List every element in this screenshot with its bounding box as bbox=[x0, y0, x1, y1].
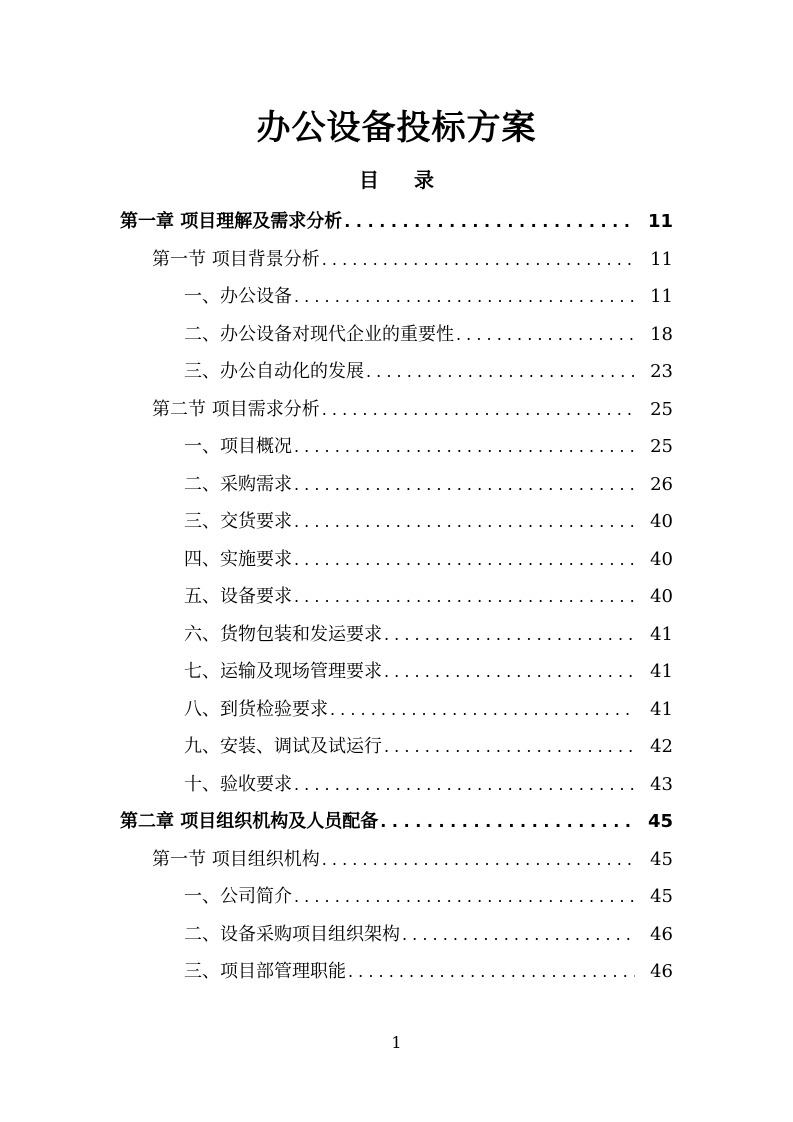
dot-leader bbox=[366, 353, 635, 391]
toc-entry-page: 41 bbox=[650, 698, 673, 720]
dot-leader bbox=[402, 916, 635, 954]
toc-entry-title: 三、项目部管理职能 bbox=[184, 961, 346, 982]
toc-entry-title: 第二节 项目需求分析 bbox=[152, 398, 320, 420]
toc-entry[interactable] bbox=[120, 503, 673, 541]
toc-entry-title: 一、公司简介 bbox=[184, 886, 292, 907]
dot-leader bbox=[294, 578, 635, 616]
toc-entry[interactable] bbox=[120, 541, 673, 579]
toc-entry-page: 40 bbox=[650, 548, 673, 570]
dot-leader bbox=[294, 541, 635, 579]
toc-entry-title: 九、安装、调试及试运行 bbox=[184, 736, 382, 757]
toc-entry-title: 一、项目概况 bbox=[184, 436, 292, 457]
toc-entry-page: 11 bbox=[650, 248, 673, 270]
toc-entry-title: 十、验收要求 bbox=[184, 773, 292, 795]
toc-entry[interactable] bbox=[120, 766, 673, 804]
dot-leader bbox=[294, 466, 635, 504]
toc-entry-page: 40 bbox=[650, 586, 673, 607]
toc-entry[interactable] bbox=[120, 241, 673, 279]
toc-entry-page: 11 bbox=[647, 211, 673, 232]
toc-entry-page: 26 bbox=[650, 473, 673, 495]
toc-entry-page: 23 bbox=[650, 361, 673, 382]
toc-entry-page: 11 bbox=[650, 286, 673, 307]
toc-entry-title: 八、到货检验要求 bbox=[184, 698, 328, 720]
toc-entry[interactable] bbox=[120, 916, 673, 954]
toc-entry-page: 41 bbox=[650, 623, 673, 645]
toc-entry[interactable] bbox=[120, 466, 673, 504]
toc-entry[interactable] bbox=[120, 841, 673, 879]
dot-leader bbox=[348, 953, 635, 991]
dot-leader bbox=[322, 391, 635, 429]
toc-entry[interactable] bbox=[120, 878, 673, 916]
toc-entry[interactable] bbox=[120, 428, 673, 466]
toc-entry-title: 二、办公设备对现代企业的重要性 bbox=[184, 323, 454, 345]
dot-leader bbox=[384, 616, 635, 654]
toc-entry-page: 46 bbox=[650, 961, 673, 982]
toc-entry[interactable] bbox=[120, 391, 673, 429]
toc-entry-title: 一、办公设备 bbox=[184, 286, 292, 307]
toc-heading: 目 录 bbox=[359, 168, 448, 192]
toc-entry-title: 二、设备采购项目组织架构 bbox=[184, 923, 400, 945]
dot-leader bbox=[294, 766, 635, 804]
dot-leader bbox=[330, 691, 635, 729]
toc-entry[interactable] bbox=[120, 653, 673, 691]
dot-leader bbox=[384, 653, 635, 691]
toc-entry-title: 第二章 项目组织机构及人员配备 bbox=[120, 811, 379, 832]
toc-entry-title: 二、采购需求 bbox=[184, 473, 292, 495]
toc-entry[interactable] bbox=[120, 203, 673, 241]
toc-entry-title: 五、设备要求 bbox=[184, 586, 292, 607]
toc-entry[interactable] bbox=[120, 616, 673, 654]
toc-entry-title: 六、货物包装和发运要求 bbox=[184, 623, 382, 645]
dot-leader bbox=[344, 203, 635, 241]
toc-entry-page: 45 bbox=[647, 811, 673, 832]
dot-leader bbox=[384, 728, 635, 766]
toc-entry[interactable] bbox=[120, 953, 673, 991]
dot-leader bbox=[294, 878, 635, 916]
dot-leader bbox=[322, 241, 635, 279]
toc-entry[interactable] bbox=[120, 803, 673, 841]
toc-entry-page: 41 bbox=[650, 661, 673, 682]
toc-entry-page: 25 bbox=[650, 436, 673, 457]
dot-leader bbox=[294, 278, 635, 316]
toc-entry[interactable] bbox=[120, 316, 673, 354]
toc-entry-page: 45 bbox=[650, 886, 673, 907]
toc-entry-title: 三、办公自动化的发展 bbox=[184, 361, 364, 382]
toc-entry-title: 第一节 项目背景分析 bbox=[152, 248, 320, 270]
toc-entry-page: 45 bbox=[650, 848, 673, 870]
toc-entry-title: 四、实施要求 bbox=[184, 548, 292, 570]
toc-entry-title: 三、交货要求 bbox=[184, 511, 292, 532]
toc-entry-title: 第一章 项目理解及需求分析 bbox=[120, 211, 343, 232]
page-number: 1 bbox=[391, 1033, 402, 1052]
toc-entry-page: 42 bbox=[650, 736, 673, 757]
dot-leader bbox=[322, 841, 635, 879]
toc-entry[interactable] bbox=[120, 728, 673, 766]
dot-leader bbox=[456, 316, 635, 354]
toc-entry[interactable] bbox=[120, 353, 673, 391]
document-title: 办公设备投标方案 bbox=[256, 108, 537, 148]
toc-entry[interactable] bbox=[120, 691, 673, 729]
toc-entry-page: 25 bbox=[650, 398, 673, 420]
toc-entry[interactable] bbox=[120, 578, 673, 616]
toc-entry-page: 40 bbox=[650, 511, 673, 532]
toc-entry-page: 18 bbox=[650, 323, 673, 345]
dot-leader bbox=[294, 428, 635, 466]
toc-entry-title: 七、运输及现场管理要求 bbox=[184, 661, 382, 682]
toc-entry-title: 第一节 项目组织机构 bbox=[152, 848, 320, 870]
dot-leader bbox=[380, 803, 635, 841]
toc-entry[interactable] bbox=[120, 278, 673, 316]
table-of-contents bbox=[120, 203, 673, 991]
toc-entry-page: 43 bbox=[650, 773, 673, 795]
toc-entry-page: 46 bbox=[650, 923, 673, 945]
dot-leader bbox=[294, 503, 635, 541]
